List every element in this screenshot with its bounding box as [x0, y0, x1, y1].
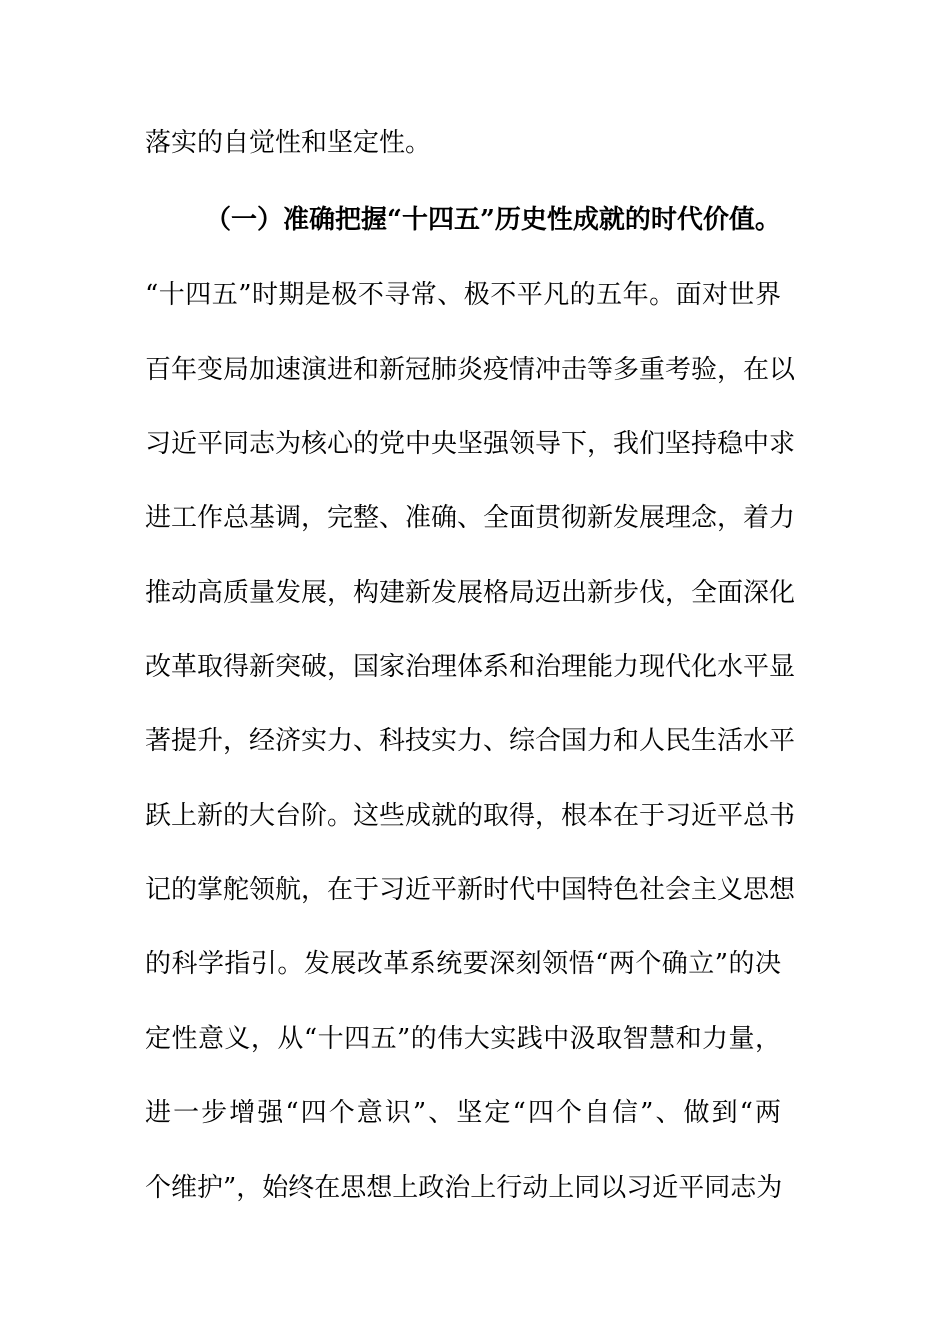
paragraph-line: 跃上新的大台阶。这些成就的取得，根本在于习近平总书 — [145, 801, 796, 831]
paragraph-line: 进工作总基调，完整、准确、全面贯彻新发展理念，着力 — [145, 503, 796, 533]
paragraph-line: 进一步增强“四个意识”、坚定“四个自信”、做到“两 — [145, 1098, 781, 1128]
paragraph-line: 推动高质量发展，构建新发展格局迈出新步伐，全面深化 — [145, 578, 796, 608]
paragraph-line: 百年变局加速演进和新冠肺炎疫情冲击等多重考验，在以 — [145, 355, 796, 385]
section-heading: （一）准确把握“十四五”历史性成就的时代价值。 — [205, 205, 781, 235]
paragraph-line: 记的掌舵领航，在于习近平新时代中国特色社会主义思想 — [145, 875, 796, 905]
paragraph-line: 习近平同志为核心的党中央坚强领导下，我们坚持稳中求 — [145, 429, 796, 459]
paragraph-line: 改革取得新突破，国家治理体系和治理能力现代化水平显 — [145, 652, 796, 682]
paragraph-line: 的科学指引。发展改革系统要深刻领悟“两个确立”的决 — [145, 949, 781, 979]
paragraph-line: “十四五”时期是极不寻常、极不平凡的五年。面对世界 — [145, 280, 781, 310]
paragraph-line: 定性意义，从“十四五”的伟大实践中汲取智慧和力量， — [145, 1024, 781, 1054]
lead-line: 落实的自觉性和坚定性。 — [145, 128, 432, 158]
paragraph-line: 个维护”，始终在思想上政治上行动上同以习近平同志为 — [145, 1173, 783, 1203]
paragraph-line: 著提升，经济实力、科技实力、综合国力和人民生活水平 — [145, 726, 796, 756]
